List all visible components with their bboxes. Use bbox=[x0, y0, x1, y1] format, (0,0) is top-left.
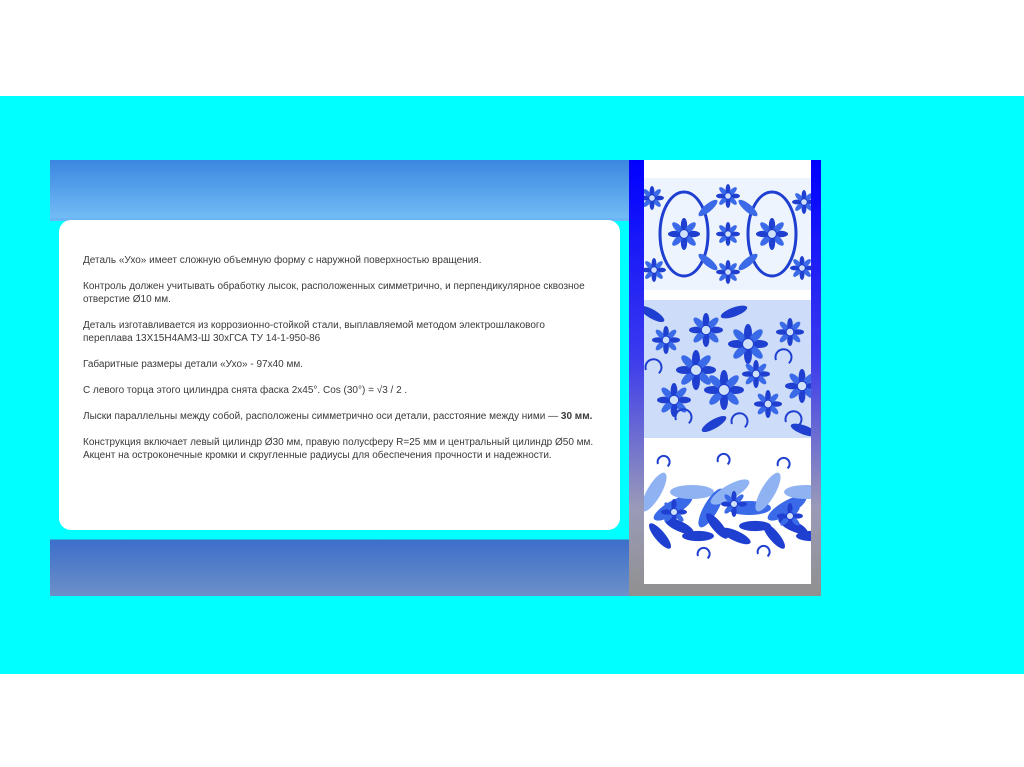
gzhel-pattern-2 bbox=[644, 300, 811, 438]
tall-leaf-2 bbox=[670, 485, 714, 499]
gzhel-ornament-band-2 bbox=[644, 300, 811, 438]
low-leaf-2 bbox=[682, 531, 714, 541]
curl-3-0 bbox=[658, 456, 670, 466]
floral-5 bbox=[704, 370, 744, 410]
paragraph-flats-text: Лыски параллельны между собой, расположены симметрично оси детали, расстояние между ними — bbox=[83, 411, 561, 422]
paragraph-chamfer: С левого торца этого цилиндра снята фаска 2х45°. Cos (30°) = √3 / 2 . bbox=[83, 385, 408, 396]
paragraph-flats bbox=[83, 410, 596, 423]
medallion-flower-0 bbox=[668, 218, 700, 250]
paragraph-shape: Деталь «Ухо» имеет сложную объемную форму с наружной поверхностью вращения. bbox=[83, 255, 482, 266]
paragraph-material: Деталь изготавливается из коррозионно-стойкой стали, выплавляемой методом электрошлакового переплава 13Х15Н4АМ3-Ш 30хГСА ТУ 14-1-950-86 bbox=[83, 320, 545, 344]
slide-bottom-bar bbox=[50, 542, 629, 596]
floral-8 bbox=[676, 350, 716, 390]
small-flower-4 bbox=[716, 260, 740, 284]
curl-3-3 bbox=[698, 548, 710, 558]
paragraph-control: Контроль должен учитывать обработку лысок, расположенных симметрично, и перпендикулярное сквозное отверстие Ø10 мм. bbox=[83, 281, 585, 305]
floral-2 bbox=[728, 324, 768, 364]
blossom-0 bbox=[661, 499, 687, 525]
paragraph-construction: Конструкция включает левый цилиндр Ø30 мм, правую полусферу R=25 мм и центральный цилиндр Ø50 мм. Акцент на остроконечные кромки и скругленные радиусы для обеспечения прочности и надежности. bbox=[83, 437, 594, 461]
medallion-flower-1 bbox=[756, 218, 788, 250]
gzhel-ornament-strip bbox=[644, 160, 811, 584]
slide-top-bar bbox=[50, 160, 629, 218]
text-card bbox=[59, 220, 620, 530]
small-flower-6 bbox=[716, 222, 740, 246]
blossom-1 bbox=[721, 491, 747, 517]
curl-3-1 bbox=[718, 454, 730, 464]
floral-3 bbox=[776, 318, 804, 346]
floral-0 bbox=[652, 326, 680, 354]
paragraph-dimensions: Габаритные размеры детали «Ухо» - 97х40 мм. bbox=[83, 359, 304, 370]
tall-leaf-8 bbox=[784, 485, 811, 499]
gzhel-ornament-band-3 bbox=[644, 452, 811, 564]
floral-4 bbox=[657, 383, 691, 417]
gzhel-pattern-1 bbox=[644, 178, 811, 290]
floral-6 bbox=[754, 390, 782, 418]
small-flower-1 bbox=[716, 184, 740, 208]
gzhel-ornament-band-1 bbox=[644, 178, 811, 290]
decor-panel bbox=[629, 160, 821, 596]
paragraph-flats-bold: 30 мм. bbox=[560, 411, 593, 422]
curl-3-2 bbox=[778, 458, 790, 468]
slide-content-area bbox=[50, 160, 629, 596]
slide bbox=[50, 160, 821, 596]
floral-1 bbox=[689, 313, 723, 347]
gzhel-pattern-3 bbox=[644, 452, 811, 564]
blossom-2 bbox=[777, 503, 803, 529]
floral-9 bbox=[742, 360, 770, 388]
curl-3-4 bbox=[758, 546, 770, 556]
